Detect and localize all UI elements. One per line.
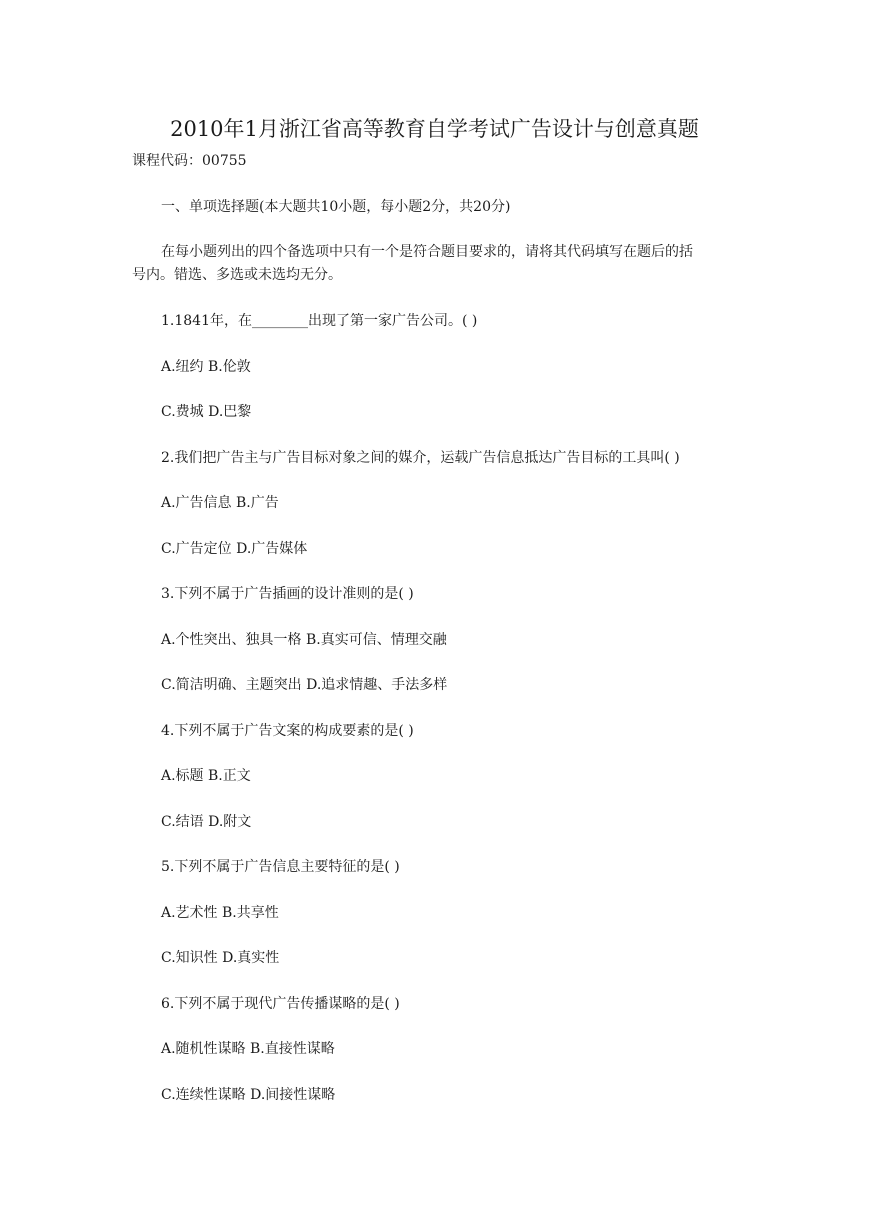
- instructions-line-1: 在每小题列出的四个备选项中只有一个是符合题目要求的，请将其代码填写在题后的括: [161, 244, 693, 260]
- question-options-cd: C.费城 D.巴黎: [161, 404, 252, 420]
- question-options-ab: A.广告信息 B.广告: [161, 495, 279, 511]
- question-options-cd: C.简洁明确、主题突出 D.追求情趣、手法多样: [161, 677, 448, 693]
- question-options-ab: A.个性突出、独具一格 B.真实可信、情理交融: [161, 632, 447, 648]
- question-options-ab: A.标题 B.正文: [161, 768, 251, 784]
- question-options-ab: A.纽约 B.伦敦: [161, 359, 251, 375]
- question-stem: 3.下列不属于广告插画的设计准则的是( ): [161, 586, 414, 602]
- question-options-cd: C.连续性谋略 D.间接性谋略: [161, 1087, 336, 1103]
- question-stem: 6.下列不属于现代广告传播谋略的是( ): [161, 996, 400, 1012]
- page-title: 2010年1月浙江省高等教育自学考试广告设计与创意真题: [170, 117, 699, 141]
- question-options-cd: C.知识性 D.真实性: [161, 950, 280, 966]
- question-options-ab: A.随机性谋略 B.直接性谋略: [161, 1041, 335, 1057]
- question-stem: 4.下列不属于广告文案的构成要素的是( ): [161, 723, 414, 739]
- course-code: 课程代码：00755: [132, 153, 247, 169]
- question-options-ab: A.艺术性 B.共享性: [161, 905, 279, 921]
- section-heading: 一、单项选择题(本大题共10小题，每小题2分，共20分): [161, 199, 511, 215]
- question-stem: 5.下列不属于广告信息主要特征的是( ): [161, 859, 400, 875]
- question-options-cd: C.结语 D.附文: [161, 814, 252, 830]
- question-stem: 2.我们把广告主与广告目标对象之间的媒介，运载广告信息抵达广告目标的工具叫( ): [161, 450, 680, 466]
- instructions-line-2: 号内。错选、多选或未选均无分。: [132, 267, 342, 283]
- question-options-cd: C.广告定位 D.广告媒体: [161, 541, 308, 557]
- question-stem: 1.1841年，在________出现了第一家广告公司。( ): [161, 313, 478, 329]
